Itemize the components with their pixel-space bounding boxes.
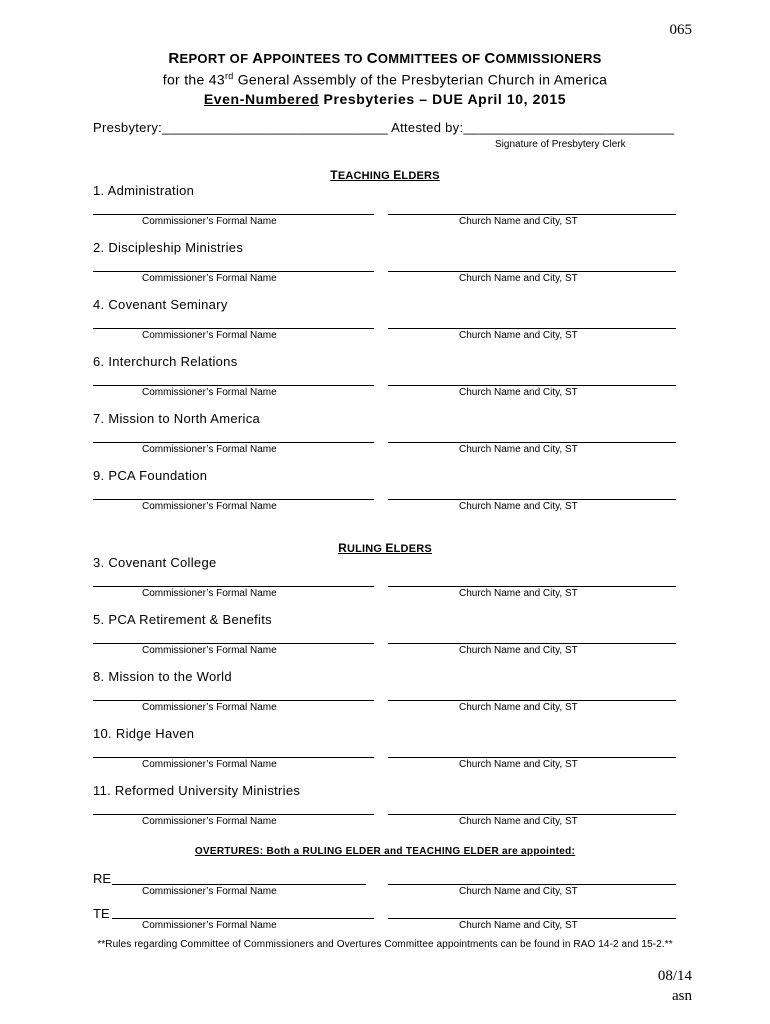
- footer-code: [658, 966, 692, 1006]
- teaching-elder-church-city-line[interactable]: [388, 442, 676, 443]
- rules-note: **Rules regarding Committee of Commissioners and Overtures Committee appointments can be found in RAO 14-2 and 15-2.**: [97, 939, 673, 950]
- teaching-elder-committee-label: 2. Discipleship Ministries: [93, 240, 244, 255]
- ruling-elder-church-city-caption: Church Name and City, ST: [459, 816, 578, 827]
- teaching-elder-committee-label: 6. Interchurch Relations: [93, 354, 238, 369]
- title-line-2: for the 43rd General Assembly of the Presbyterian Church in America: [162, 71, 608, 88]
- ruling-elder-commissioner-name-line[interactable]: [93, 814, 374, 815]
- overtures-te-church-line[interactable]: [388, 918, 676, 919]
- teaching-elder-committee-label: 1. Administration: [93, 183, 195, 198]
- teaching-elders-heading: TEACHING ELDERS: [330, 168, 440, 182]
- ruling-elder-commissioner-name-caption: Commissioner’s Formal Name: [142, 645, 277, 656]
- ruling-elder-commissioner-name-caption: Commissioner’s Formal Name: [142, 816, 277, 827]
- overtures-te-church-caption: Church Name and City, ST: [459, 920, 578, 931]
- ruling-elder-church-city-line[interactable]: [388, 643, 676, 644]
- overtures-re-name-line[interactable]: [112, 884, 366, 885]
- teaching-elder-commissioner-name-caption: Commissioner’s Formal Name: [142, 444, 277, 455]
- footer-initials: asn: [672, 988, 692, 1004]
- overtures-te-name-line[interactable]: [112, 918, 374, 919]
- teaching-elder-church-city-caption: Church Name and City, ST: [459, 387, 578, 398]
- teaching-elder-church-city-line[interactable]: [388, 499, 676, 500]
- teaching-elder-commissioner-name-caption: Commissioner’s Formal Name: [142, 216, 277, 227]
- teaching-elder-church-city-caption: Church Name and City, ST: [459, 444, 578, 455]
- teaching-elder-church-city-line[interactable]: [388, 385, 676, 386]
- ruling-elder-commissioner-name-caption: Commissioner’s Formal Name: [142, 702, 277, 713]
- ruling-elder-church-city-line[interactable]: [388, 757, 676, 758]
- ruling-elder-commissioner-name-caption: Commissioner’s Formal Name: [142, 588, 277, 599]
- overtures-re-name-caption: Commissioner’s Formal Name: [142, 886, 277, 897]
- teaching-elder-committee-label: 7. Mission to North America: [93, 411, 261, 426]
- ruling-elder-committee-label: 10. Ridge Haven: [93, 726, 195, 741]
- ruling-elder-committee-label: 8. Mission to the World: [93, 669, 232, 684]
- teaching-elder-commissioner-name-line[interactable]: [93, 442, 374, 443]
- teaching-elder-commissioner-name-line[interactable]: [93, 214, 374, 215]
- title-line-1: REPORT OF APPOINTEES TO COMMITTEES OF COMMISSIONERS: [168, 50, 602, 67]
- teaching-elder-commissioner-name-caption: Commissioner’s Formal Name: [142, 273, 277, 284]
- teaching-elder-commissioner-name-line[interactable]: [93, 328, 374, 329]
- teaching-elder-church-city-caption: Church Name and City, ST: [459, 273, 578, 284]
- teaching-elder-church-city-caption: Church Name and City, ST: [459, 501, 578, 512]
- ruling-elders-heading: RULING ELDERS: [338, 541, 432, 555]
- ruling-elder-church-city-caption: Church Name and City, ST: [459, 759, 578, 770]
- page-number: 065: [669, 22, 692, 38]
- ruling-elder-church-city-line[interactable]: [388, 814, 676, 815]
- ruling-elder-church-city-caption: Church Name and City, ST: [459, 645, 578, 656]
- overtures-re-church-caption: Church Name and City, ST: [459, 886, 578, 897]
- ruling-elder-church-city-line[interactable]: [388, 586, 676, 587]
- teaching-elder-committee-label: 4. Covenant Seminary: [93, 297, 228, 312]
- clerk-signature-caption: Signature of Presbytery Clerk: [495, 139, 626, 150]
- ruling-elder-commissioner-name-line[interactable]: [93, 586, 374, 587]
- teaching-elder-commissioner-name-caption: Commissioner’s Formal Name: [142, 330, 277, 341]
- ruling-elder-committee-label: 5. PCA Retirement & Benefits: [93, 612, 272, 627]
- ruling-elder-commissioner-name-line[interactable]: [93, 757, 374, 758]
- ruling-elder-committee-label: 3. Covenant College: [93, 555, 217, 570]
- overtures-re-church-line[interactable]: [388, 884, 676, 885]
- teaching-elder-commissioner-name-caption: Commissioner’s Formal Name: [142, 387, 277, 398]
- teaching-elder-church-city-caption: Church Name and City, ST: [459, 216, 578, 227]
- title-line-3: Even-Numbered Presbyteries – DUE April 10, 2015: [203, 90, 567, 107]
- ruling-elder-committee-label: 11. Reformed University Ministries: [93, 783, 301, 798]
- presbytery-attested-field[interactable]: Presbytery:______________________________ Attested by:____________________________: [93, 120, 675, 135]
- ruling-elder-church-city-line[interactable]: [388, 700, 676, 701]
- ruling-elder-commissioner-name-caption: Commissioner’s Formal Name: [142, 759, 277, 770]
- teaching-elder-commissioner-name-line[interactable]: [93, 499, 374, 500]
- overtures-heading: OVERTURES: Both a RULING ELDER and TEACHING ELDER are appointed:: [194, 846, 576, 857]
- teaching-elder-church-city-line[interactable]: [388, 271, 676, 272]
- overtures-te-prefix: TE: [93, 906, 110, 921]
- footer-date-code: 08/14: [657, 968, 692, 984]
- teaching-elder-church-city-line[interactable]: [388, 328, 676, 329]
- overtures-re-prefix: RE: [93, 871, 112, 886]
- ruling-elder-church-city-caption: Church Name and City, ST: [459, 702, 578, 713]
- ruling-elder-commissioner-name-line[interactable]: [93, 643, 374, 644]
- teaching-elder-church-city-caption: Church Name and City, ST: [459, 330, 578, 341]
- teaching-elder-committee-label: 9. PCA Foundation: [93, 468, 208, 483]
- teaching-elder-commissioner-name-caption: Commissioner’s Formal Name: [142, 501, 277, 512]
- teaching-elder-commissioner-name-line[interactable]: [93, 271, 374, 272]
- overtures-te-name-caption: Commissioner’s Formal Name: [142, 920, 277, 931]
- teaching-elder-church-city-line[interactable]: [388, 214, 676, 215]
- ruling-elder-church-city-caption: Church Name and City, ST: [459, 588, 578, 599]
- report-title: [0, 50, 770, 109]
- teaching-elder-commissioner-name-line[interactable]: [93, 385, 374, 386]
- ruling-elder-commissioner-name-line[interactable]: [93, 700, 374, 701]
